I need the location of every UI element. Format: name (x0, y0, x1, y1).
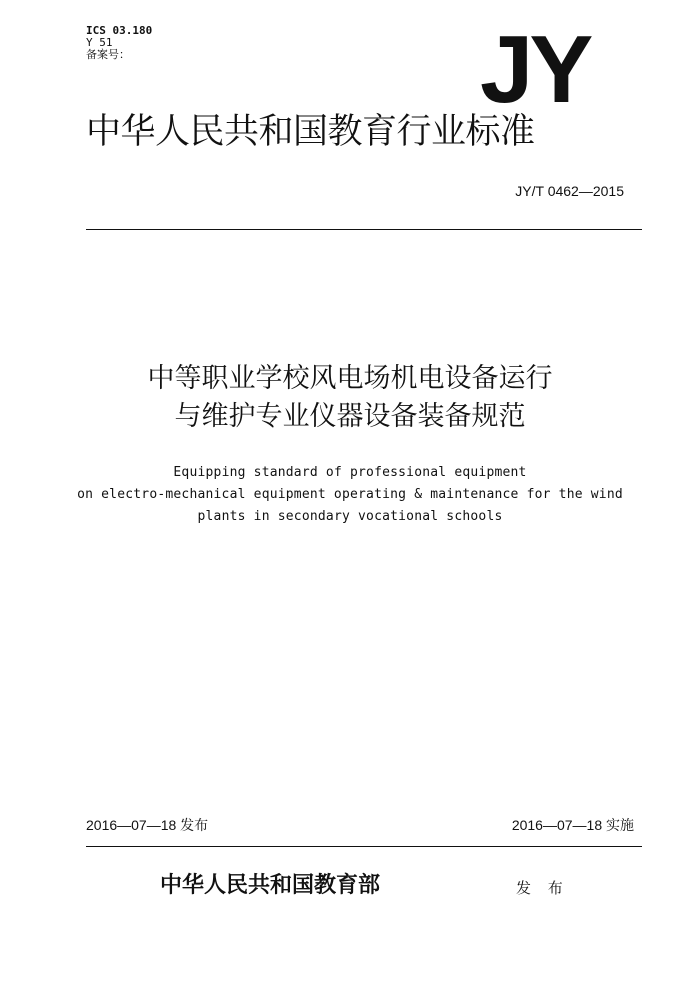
filing-number-label: 备案号： (86, 48, 130, 61)
chinese-title-line-1: 中等职业学校风电场机电设备运行 (147, 363, 553, 394)
industry-standard-title: 中华人民共和国教育行业标准 (86, 112, 535, 152)
classification-code: Y 51 (86, 36, 113, 49)
english-title-line-1: Equipping standard of professional equipment (173, 465, 527, 480)
english-title-line-2: on electro-mechanical equipment operating & maintenance for the wind (77, 487, 623, 502)
bottom-divider (86, 846, 642, 847)
issue-date: 2016—07—18 发布 (86, 817, 209, 833)
standard-metadata (86, 25, 152, 61)
chinese-title (0, 360, 700, 436)
implementation-date: 2016—07—18 实施 (511, 817, 634, 833)
publish-label: 发 布 (516, 879, 569, 897)
chinese-title-line-2: 与维护专业仪器设备装备规范 (174, 401, 526, 432)
english-title-line-3: plants in secondary vocational schools (197, 509, 503, 524)
publisher-name: 中华人民共和国教育部 (160, 872, 381, 898)
jy-logo: JY (480, 16, 590, 123)
standard-number: JY/T 0462—2015 (515, 183, 624, 199)
top-divider (86, 229, 642, 230)
english-title (0, 462, 700, 528)
ics-code: ICS 03.180 (86, 24, 153, 37)
